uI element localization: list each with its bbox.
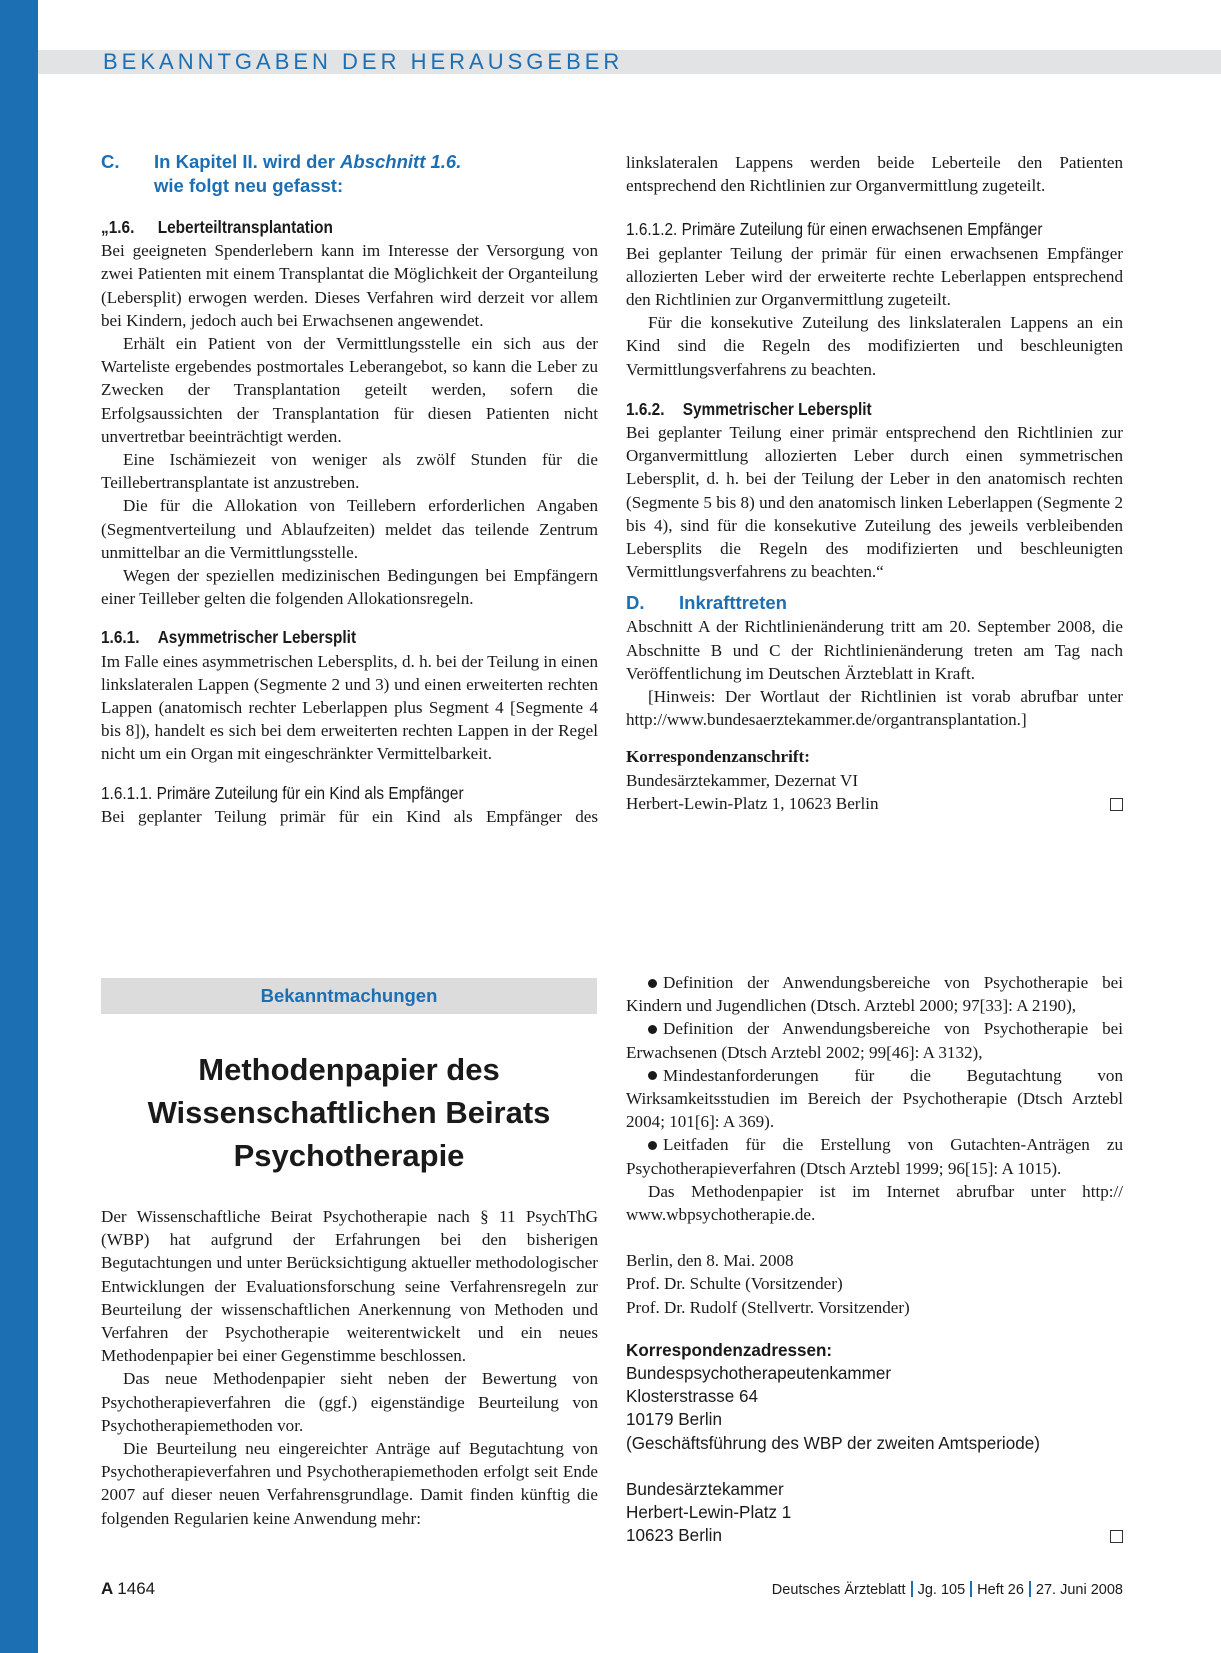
journal-date: 27. Juni 2008 xyxy=(1035,1582,1123,1598)
correspondence-label: Korrespondenzanschrift: xyxy=(626,747,810,767)
address-line: 10623 Berlin xyxy=(626,1524,1123,1547)
section-c-title-em: Abschnitt 1.6. xyxy=(340,151,462,172)
paragraph: Bei geeigneten Spenderlebern kann im Interesse der Versorgung von zwei Patienten mit einem Transplantat die Möglichkeit der Organteilung (Lebersplit) erwogen werden. Dieses Verfahren wird derzeit vor allem bei Kindern, jedoch auch bei Erwachsenen angewendet. xyxy=(101,241,598,330)
section-c-label: C. xyxy=(101,151,120,172)
page-number: A 1464 xyxy=(101,1579,156,1598)
heading-1-6-title: Leberteiltransplantation xyxy=(157,218,333,237)
heading-1-6-num: „1.6. xyxy=(101,218,135,237)
heading-1-6-1-2: 1.6.1.2. Primäre Zuteilung für einen erwachsenen Empfänger xyxy=(626,220,1043,240)
paragraph: Bei geplanter Teilung der primär für einen erwachsenen Empfänger allozierten Leber wird der erweiterte rechte Leberlappen entsprechend den Richtlinien zur Organvermittlung zugeteilt. xyxy=(626,243,1123,310)
end-mark-icon xyxy=(1110,798,1123,811)
paragraph: Eine Ischämiezeit von weniger als zwölf Stunden für die Teillebertransplantate ist anzustreben. xyxy=(101,450,598,493)
bullet-item: Definition der Anwendungsbereiche von Psychotherapie bei Kindern und Jugendlichen (Dtsch. Arztebl 2000; 97[33]: A 2190), xyxy=(626,973,1123,1016)
heading-1-6-1 xyxy=(101,626,548,649)
top-left-column xyxy=(101,150,598,828)
paragraph: Abschnitt A der Richtlinienänderung tritt am 20. September 2008, die Abschnitte B und C der Richtlinienänderung treten am Tag nach Veröffentlichung im Deutschen Ärzteblatt in Kraft. xyxy=(626,617,1123,683)
category-banner-label: Bekanntmachungen xyxy=(260,985,438,1006)
heading-1-6-2 xyxy=(626,398,1073,421)
address-line: Bundesärztekammer xyxy=(626,1479,784,1499)
section-c-title-pre: In Kapitel II. wird der xyxy=(154,151,341,172)
correspondence-line: Bundesärztekammer, Dezernat VI xyxy=(626,770,859,790)
paragraph: Bei geplanter Teilung primär für ein Kind als Empfänger des xyxy=(101,806,598,826)
paragraph: Der Wissenschaftliche Beirat Psychotherapie nach § 11 PsychThG (WBP) hat aufgrund der Erfahrungen bei den bisherigen Begutachtungen und unter Berücksichtigung aktueller methodologischer Entwicklungen der Evaluationsforschung seine Verfahrensregeln zur Beurteilung der wissenschaftlichen Anerkennung von Methoden und Verfahren der Psychotherapie weiterentwickelt und ein neues Methodenpapier bei einer Gegenstimme beschlossen. xyxy=(101,1207,598,1366)
paragraph: Für die konsekutive Zuteilung des linkslateralen Lappens an ein Kind sind die Regeln des modifizierten und beschleunigten Vermittlungsverfahrens zu beachten. xyxy=(626,313,1123,379)
section-d-heading xyxy=(626,591,1123,615)
paragraph: Die für die Allokation von Teillebern erforderlichen Angaben (Segmentverteilung und Ablaufzeiten) meldet das teilende Zentrum unmittelbar an die Vermittlungsstelle. xyxy=(101,496,598,562)
signature-line: Prof. Dr. Rudolf (Stellvertr. Vorsitzender) xyxy=(626,1297,910,1317)
bullet-icon xyxy=(648,1071,657,1080)
heading-1-6-1-title: Asymmetrischer Lebersplit xyxy=(157,628,357,648)
section-c-heading xyxy=(101,150,598,198)
address-line: Klosterstrasse 64 xyxy=(626,1387,759,1407)
heading-1-6-2-num: 1.6.2. xyxy=(626,399,665,419)
journal-issue: Heft 26 xyxy=(977,1582,1024,1598)
article-title: Methodenpapier des Wissenschaftlichen Beirats Psychotherapie xyxy=(147,1052,551,1173)
separator xyxy=(1029,1581,1031,1597)
correspondence-label: Korrespondenzadressen: xyxy=(626,1340,833,1360)
bullet-icon xyxy=(648,979,657,988)
signature-line: Berlin, den 8. Mai. 2008 xyxy=(626,1251,794,1271)
journal-info xyxy=(772,1580,1123,1600)
paragraph: linkslateralen Lappens werden beide Leberteile den Patienten entsprechend den Richtlinien zur Organvermittlung zugeteilt. xyxy=(626,153,1123,196)
section-d-title: Inkrafttreten xyxy=(679,592,787,614)
paragraph: Das Methodenpapier ist im Internet abrufbar unter http:// www.wbpsychotherapie.de. xyxy=(626,1181,1123,1225)
address-line: Herbert-Lewin-Platz 1 xyxy=(626,1503,792,1523)
section-c-title-line2: wie folgt neu gefasst: xyxy=(154,175,344,196)
separator xyxy=(970,1581,972,1597)
bullet-icon xyxy=(648,1141,657,1150)
heading-1-6-1-1: 1.6.1.1. Primäre Zuteilung für ein Kind als Empfänger xyxy=(101,783,464,803)
heading-1-6-2-title: Symmetrischer Lebersplit xyxy=(682,399,872,419)
top-right-column xyxy=(626,151,1123,815)
bullet-item: Mindestanforderungen für die Begutachtung von Wirksamkeitsstudien im Bereich der Psychotherapie (Dtsch Arztebl 2004; 101[6]: A 369). xyxy=(626,1065,1123,1132)
address-line: (Geschäftsführung des WBP der zweiten Amtsperiode) xyxy=(626,1433,1040,1453)
bullet-item: Definition der Anwendungsbereiche von Psychotherapie bei Erwachsenen (Dtsch Arztebl 2002; 99[46]: A 3132), xyxy=(626,1019,1123,1062)
paragraph: Die Beurteilung neu eingereichter Anträge auf Begutachtung von Psychotherapieverfahren und Psychotherapiemethoden erfolgt seit Ende 2007 auf dieser neuen Verfahrensgrundlage. Damit finden künftig die folgenden Regularien keine Anwendung mehr: xyxy=(101,1439,598,1528)
heading-1-6 xyxy=(101,216,548,239)
journal-name: Deutsches Ärzteblatt xyxy=(771,1582,906,1598)
paragraph: Erhält ein Patient von der Vermittlungsstelle ein sich aus der Warteliste ergebendes postmortales Leberangebot, so kann die Leber zu Zwecken der Transplantation geteilt werden, sofern die Erfolgsaussichten der Transplantation für diesen Patienten nicht unvertretbar beeinträchtigt werden. xyxy=(101,334,598,446)
bottom-right-column xyxy=(626,971,1123,1547)
end-mark-icon xyxy=(1110,1530,1123,1543)
paragraph: Bei geplanter Teilung einer primär entsprechend den Richtlinien zur Organvermittlung allozierten Leber durch einen symmetrischen Lebersplit, d. h. bei der Teilung der Leber in den anatomisch rechten (Segmente 5 bis 8) und den anatomisch linken Leberlappen (Segmente 2 bis 4), sind für die konsekutive Zuteilung des jeweils verbleibenden Lebersplits die Regeln des modifizierten und beschleunigten Vermittlungsverfahrens zu beachten.“ xyxy=(626,423,1123,582)
paragraph: Das neue Methodenpapier sieht neben der Bewertung von Psychotherapieverfahren die (ggf.) eigenständige Beurteilung von Psychotherapiemethoden vor. xyxy=(101,1369,598,1435)
separator xyxy=(911,1581,913,1597)
paragraph: Wegen der speziellen medizinischen Bedingungen bei Empfängern einer Teilleber gelten die folgenden Allokationsregeln. xyxy=(101,566,598,609)
left-color-bar xyxy=(0,0,38,1653)
address-line: Bundespsychotherapeutenkammer xyxy=(626,1364,892,1384)
section-d-label: D. xyxy=(626,592,645,614)
correspondence-line: Herbert-Lewin-Platz 1, 10623 Berlin xyxy=(626,792,1123,815)
paragraph: [Hinweis: Der Wortlaut der Richtlinien ist vorab abrufbar unter http://www.bundesaerztekammer.de/organtransplantation.] xyxy=(626,687,1123,730)
signature-line: Prof. Dr. Schulte (Vorsitzender) xyxy=(626,1274,843,1294)
category-banner xyxy=(101,978,597,1014)
bullet-icon xyxy=(648,1025,657,1034)
address-line: 10179 Berlin xyxy=(626,1410,722,1430)
section-header: BEKANNTGABEN DER HERAUSGEBER xyxy=(103,49,624,74)
journal-volume: Jg. 105 xyxy=(917,1582,966,1598)
bottom-left-column xyxy=(101,1205,598,1530)
bullet-item: Leitfaden für die Erstellung von Gutachten-Anträgen zu Psychotherapieverfahren (Dtsch Arztebl 1999; 96[15]: A 1015). xyxy=(626,1135,1123,1178)
heading-1-6-1-num: 1.6.1. xyxy=(101,628,140,648)
paragraph: Im Falle eines asymmetrischen Lebersplits, d. h. bei der Teilung in einen linkslateralen Lappen (Segmente 2 und 3) und einen erweiterten rechten Lappen (anatomisch rechter Leberlappen plus Segment 4 [Segmente 4 bis 8]), handelt es sich bei dem erweiterten rechten Lappen in der Regel nicht um ein Organ mit eingeschränkter Vermittelbarkeit. xyxy=(101,651,598,764)
